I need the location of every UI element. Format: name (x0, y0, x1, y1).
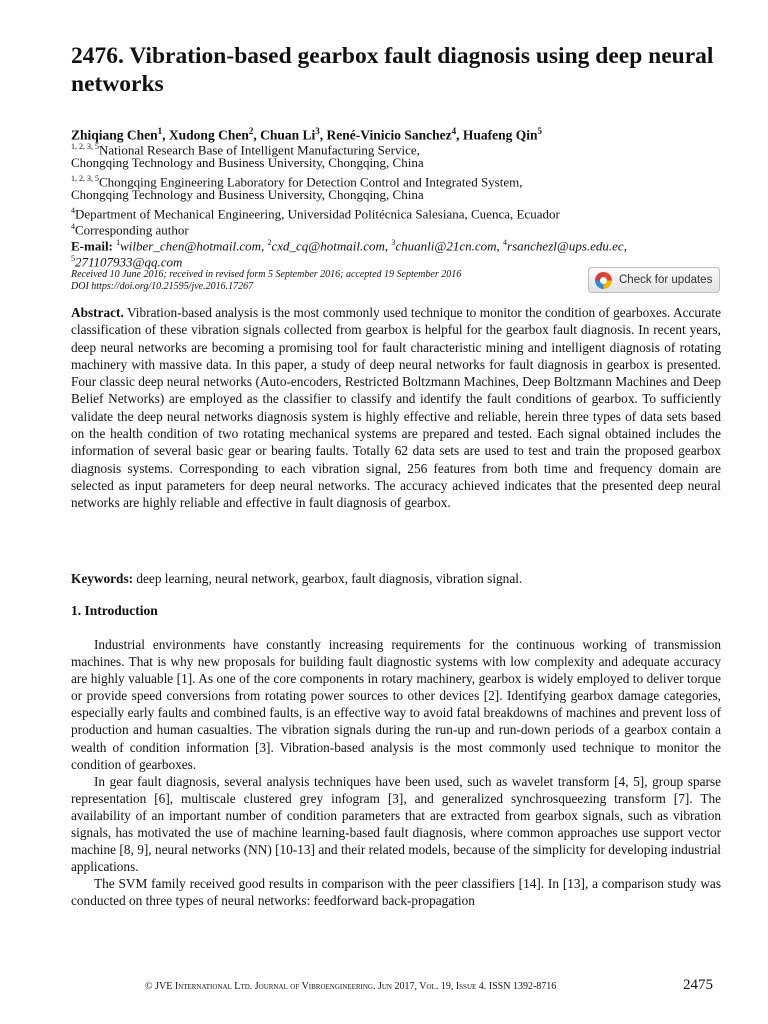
keywords (71, 570, 721, 587)
keywords-text: deep learning, neural network, gearbox, fault diagnosis, vibration signal. (136, 571, 523, 586)
paper-title: 2476. Vibration-based gearbox fault diagnosis using deep neural networks (71, 43, 714, 97)
affiliation-cont: Chongqing Technology and Business University, Chongqing, China (71, 187, 424, 202)
introduction-body (71, 636, 721, 910)
affiliation-sup: 1, 2, 3, 5 (71, 142, 99, 151)
email-sup: 3 (391, 238, 396, 247)
affiliation-text: Department of Mechanical Engineering, Universidad Politécnica Salesiana, Cuenca, Ecuador (75, 206, 560, 222)
author-name: Huafeng Qin (462, 127, 538, 143)
section-heading: 1. Introduction (71, 603, 158, 618)
email-label: E-mail: (71, 238, 113, 254)
page-number: 2475 (683, 977, 713, 993)
check-for-updates-button[interactable] (588, 267, 720, 293)
check-for-updates-label: Check for updates (619, 274, 713, 286)
author-name: Xudong Chen (168, 127, 249, 143)
abstract-label: Abstract. (71, 305, 124, 320)
journal-footer: © JVE International Ltd. Journal of Vibroengineering. Jun 2017, Vol. 19, Issue 4. ISSN 1392-8716 (145, 981, 557, 992)
email-sup: 4 (503, 238, 508, 247)
author-sup: 4 (451, 126, 457, 136)
email-link[interactable]: chuanli@21cn.com (395, 238, 497, 254)
email-line: E-mail: $^1$wilber_chen@hotmail.com, $^2$cxd_cq@hotmail.com, $^3$chuanli@21cn.com, $^4$rsanchezl@ups.edu.ec, (71, 238, 627, 254)
paragraph: In gear fault diagnosis, several analysis techniques have been used, such as wavelet transform [4, 5], group sparse representation [6], multiscale clustered grey infogram [3], and generalized synchrosqueezing transform [7]. The availability of an important number of condition parameters that are extracted from gearbox signals, such as vibration signals, has motivated the use of machine learning-based fault diagnosis, where common approaches use support vector machine [8, 9], neural networks (NN) [10-13] and their related models, because of the simplicity for developing industrial applications. (71, 773, 721, 875)
email-link[interactable]: rsanchezl@ups.edu.ec (507, 238, 624, 254)
received-dates: Received 10 June 2016; received in revised form 5 September 2016; accepted 19 September 2016 (71, 269, 462, 280)
abstract (71, 304, 721, 512)
crossmark-icon (595, 272, 612, 289)
author-sup: 5 (537, 126, 542, 136)
email-sup: 2 (267, 238, 272, 247)
affiliation-sup: 4 (71, 206, 75, 215)
affiliation-text: Corresponding author (75, 222, 189, 238)
keywords-label: Keywords: (71, 571, 134, 586)
paragraph: Industrial environments have constantly increasing requirements for the continuous working of transmission machines. That is why new proposals for building fault diagnostic systems with low complexity and adequate accuracy are highly valuable [1]. As one of the core components in rotary machinery, gearbox is widely employed to deliver torque or provide speed conversions from rotating power sources to other devices [2]. Identifying gearbox damage categories, especially early faults and combined faults, is an effective way to avoid fatal breakdowns of machines and prevent loss of production and human casualties. The vibration signals during the run-up and run-down periods of a gearbox contain a wealth of condition information [3]. Vibration-based analysis is the most commonly used technique to monitor the condition of gearboxes. (71, 637, 721, 772)
email-link[interactable]: 271107933@qq.com (75, 254, 183, 270)
email-sup: 1 (116, 238, 121, 247)
email-line-cont (71, 251, 182, 270)
email-link[interactable]: cxd_cq@hotmail.com (271, 238, 385, 254)
email-sup: 5 (71, 254, 75, 263)
affiliation-text: Chongqing Engineering Laboratory for Detection Control and Integrated System, (99, 174, 523, 190)
email-link[interactable]: wilber_chen@hotmail.com (120, 238, 261, 254)
affiliation-text: National Research Base of Intelligent Manufacturing Service, (99, 142, 420, 158)
affiliation-cont: Chongqing Technology and Business University, Chongqing, China (71, 155, 424, 170)
author-name: René-Vinicio Sanchez (326, 127, 452, 143)
doi-link[interactable]: DOI https://doi.org/10.21595/jve.2016.17267 (71, 281, 254, 292)
author-sup: 3 (315, 126, 320, 136)
author-list: Zhiqiang Chen$^1$, Xudong Chen$^2$, Chuan Li$^3$, René-Vinicio Sanchez$^4$, Huafeng Qin$^5$ (71, 126, 542, 143)
author-name: Chuan Li (260, 127, 316, 143)
affiliation-sup: 4 (71, 222, 75, 231)
affiliation-sup: 1, 2, 3, 5 (71, 174, 99, 183)
abstract-text: Vibration-based analysis is the most commonly used technique to monitor the condition of gearboxes. Accurate classification of these vibration signals collected from gearbox is helpful for the gearbox fault diagnosis. In recent years, deep neural networks are becoming a promising tool for fault characteristic mining and intelligent diagnosis of rotating machinery with massive data. In this paper, a study of deep neural networks for fault diagnosis in gearbox is presented. Four classic deep neural networks (Auto-encoders, Restricted Boltzmann Machines, Deep Boltzmann Machines and Deep Belief Networks) are employed as the classifier to classify and identify the fault conditions of gearbox. To sufficiently validate the deep neural networks diagnosis system is highly effective and reliable, herein three types of data sets based on the health condition of two rotating mechanical systems are prepared and tested. Each signal obtained includes the information of several basic gear or bearing faults. Totally 62 data sets are used to test and train the proposed gearbox diagnosis systems. Corresponding to each vibration signal, 256 features from both time and frequency domain are selected as input parameters for deep neural networks. The accuracy achieved indicates that the presented deep neural networks are highly reliable and effective in fault diagnosis of gearbox. (71, 305, 721, 511)
author-name: Zhiqiang Chen (71, 127, 158, 143)
author-sup: 2 (248, 126, 254, 136)
author-sup: 1 (157, 126, 163, 136)
paragraph: The SVM family received good results in comparison with the peer classifiers [14]. In [13], a comparison study was conducted on three types of neural networks: feedforward back-propagation (71, 876, 721, 909)
